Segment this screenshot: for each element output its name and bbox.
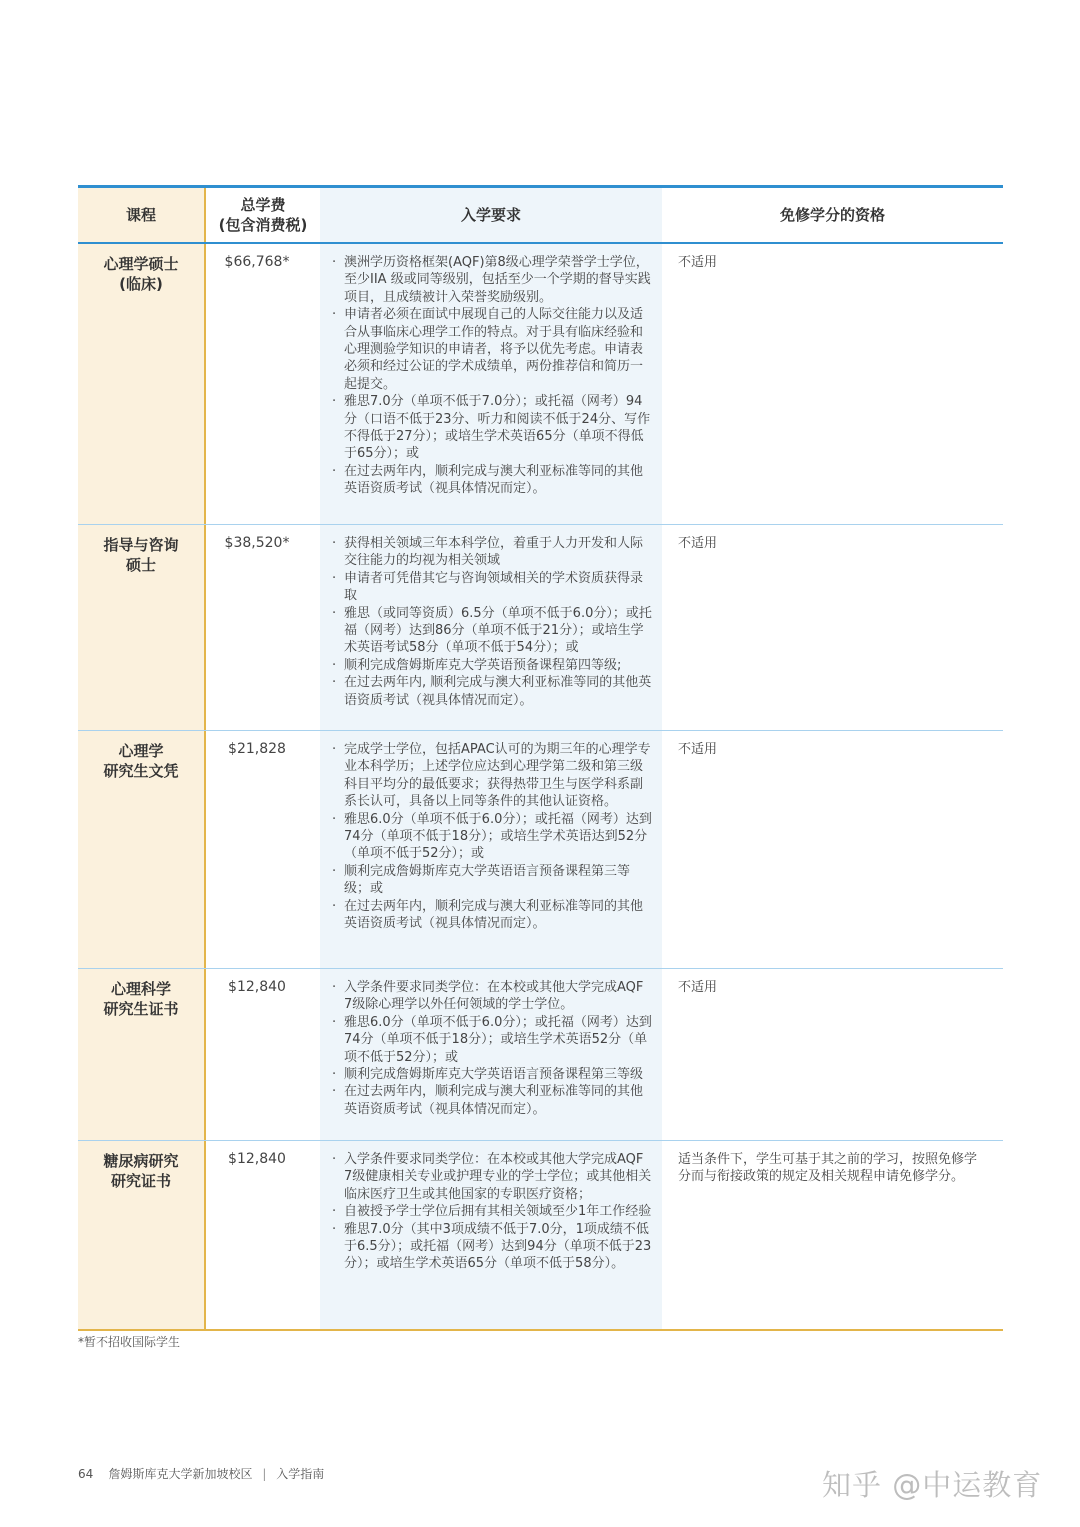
course-name-line: 指导与咨询 [103,536,179,554]
course-name-line: 研究生证书 [103,1000,179,1018]
watermark: 知乎 @中运教育 [822,1468,1043,1502]
requirement-item: · 澳洲学历资格框架(AQF)第8级心理学荣誉学士学位，至少IIA 级或同等级别，包括至少一个学期的督导实践项目，且成绩被计入荣誉奖励级别。 [330,254,652,306]
header-fee-line1: 总学费 [240,196,286,214]
course-name-line: 硕士 [125,556,156,574]
course-fee: $21,828 [228,741,286,757]
requirement-item: · 在过去两年内，顺利完成与澳大利亚标准等同的其他英语资质考试（视具体情况而定）。 [330,463,652,498]
requirement-item: · 在过去两年内，顺利完成与澳大利亚标准等同的其他英语资质考试（视具体情况而定）。 [330,898,652,933]
header-course: 课程 [78,188,206,242]
course-requirements [320,525,662,730]
page-footer [78,1465,324,1482]
requirement-item: · 获得相关领域三年本科学位，着重于人力开发和人际交往能力的均视为相关领域 [330,535,652,570]
course-fee: $66,768* [224,254,290,270]
requirement-item: · 雅思7.0分（单项不低于7.0分）；或托福（网考）94分（口语不低于23分、听力和阅读不低于24分、写作不得低于27分）；或培生学术英语65分（单项不得低于65分）；或 [330,393,652,463]
table-row [78,1141,1003,1331]
course-name-line: 糖尿病研究 [103,1152,179,1170]
course-name-line: 研究证书 [110,1172,171,1190]
course-name [78,525,206,730]
course-name-line: 心理学硕士 [103,255,179,273]
course-name [78,969,206,1140]
requirement-item: · 申请者可凭借其它与咨询领域相关的学术资质获得录取 [330,570,652,605]
requirement-item: · 在过去两年内，顺利完成与澳大利亚标准等同的其他英语资质考试（视具体情况而定）。 [330,1083,652,1118]
course-name-line: (临床) [119,275,163,293]
course-name-line: 心理科学 [110,980,171,998]
requirement-item: · 申请者必须在面试中展现自己的人际交往能力以及适合从事临床心理学工作的特点。对于具有临床经验和心理测验学知识的申请者，将予以优先考虑。申请表必须和经过公证的学术成绩单，两份推荐信和简历一起提交。 [330,306,652,393]
course-name [78,731,206,968]
requirement-item: · 入学条件要求同类学位：在本校或其他大学完成AQF 7级健康相关专业或护理专业的学士学位；或其他相关临床医疗卫生或其他国家的专职医疗资格； [330,1151,652,1203]
footnote: *暂不招收国际学生 [78,1335,181,1349]
requirement-item: · 顺利完成詹姆斯库克大学英语预备课程第四等级; [330,657,652,674]
header-fee [206,188,320,242]
table-row [78,969,1003,1141]
footer-school: 詹姆斯库克大学新加坡校区 [108,1467,253,1481]
course-name-line: 研究生文凭 [103,762,179,780]
table-row [78,244,1003,525]
course-fee: $38,520* [224,535,290,551]
course-fee: $12,840 [228,979,286,995]
course-exemption: 不适用 [678,536,718,551]
course-exemption: 适当条件下，学生可基于其之前的学习，按照免修学分而与衔接政策的规定及相关规程申请免修学分。 [678,1152,978,1185]
footer-separator: | [262,1467,267,1481]
requirement-item: · 雅思6.0分（单项不低于6.0分）；或托福（网考）达到74分（单项不低于18分）；或培生学术英语达到52分（单项不低于52分）；或 [330,811,652,863]
requirement-item: · 雅思（或同等资质）6.5分（单项不低于6.0分）；或托福（网考）达到86分（单项不低于21分）；或培生学术英语考试58分（单项不低于54分）；或 [330,605,652,657]
table-header [78,188,1003,244]
course-requirements [320,244,662,524]
course-requirements [320,731,662,968]
requirement-item: · 入学条件要求同类学位：在本校或其他大学完成AQF 7级除心理学以外任何领域的学士学位。 [330,979,652,1014]
course-requirements [320,969,662,1140]
requirement-item: · 雅思6.0分（单项不低于6.0分）；或托福（网考）达到74分（单项不低于18分）；或培生学术英语52分（单项不低于52分）；或 [330,1014,652,1066]
header-exemption: 免修学分的资格 [779,206,885,224]
course-exemption: 不适用 [678,742,718,757]
course-name-line: 心理学 [118,742,164,760]
requirement-item: · 在过去两年内, 顺利完成与澳大利亚标准等同的其他英语资质考试（视具体情况而定）。 [330,674,652,709]
course-exemption: 不适用 [678,980,718,995]
admissions-table [78,185,1003,1331]
header-requirements: 入学要求 [320,188,662,242]
header-fee-line2: (包含消费税) [218,216,308,234]
course-fee: $12,840 [228,1151,286,1167]
requirement-item: · 顺利完成詹姆斯库克大学英语语言预备课程第三等级 [330,1066,652,1083]
table-row [78,731,1003,969]
page-number: 64 [78,1467,94,1481]
footer-section: 入学指南 [276,1467,325,1481]
course-requirements [320,1141,662,1329]
course-name [78,1141,206,1329]
course-exemption: 不适用 [678,255,718,270]
requirement-item: · 顺利完成詹姆斯库克大学英语语言预备课程第三等级；或 [330,863,652,898]
requirement-item: · 雅思7.0分（其中3项成绩不低于7.0分，1项成绩不低于6.5分）；或托福（网考）达到94分（单项不低于23分）；或培生学术英语65分（单项不低于58分）。 [330,1221,652,1273]
course-name [78,244,206,524]
requirement-item: · 自被授予学士学位后拥有其相关领域至少1年工作经验 [330,1203,652,1220]
requirement-item: · 完成学士学位，包括APAC认可的为期三年的心理学专业本科学历；上述学位应达到心理学第二级和第三级科目平均分的最低要求；获得热带卫生与医学科系副系长认可，具备以上同等条件的其他认证资格。 [330,741,652,811]
table-row [78,525,1003,731]
